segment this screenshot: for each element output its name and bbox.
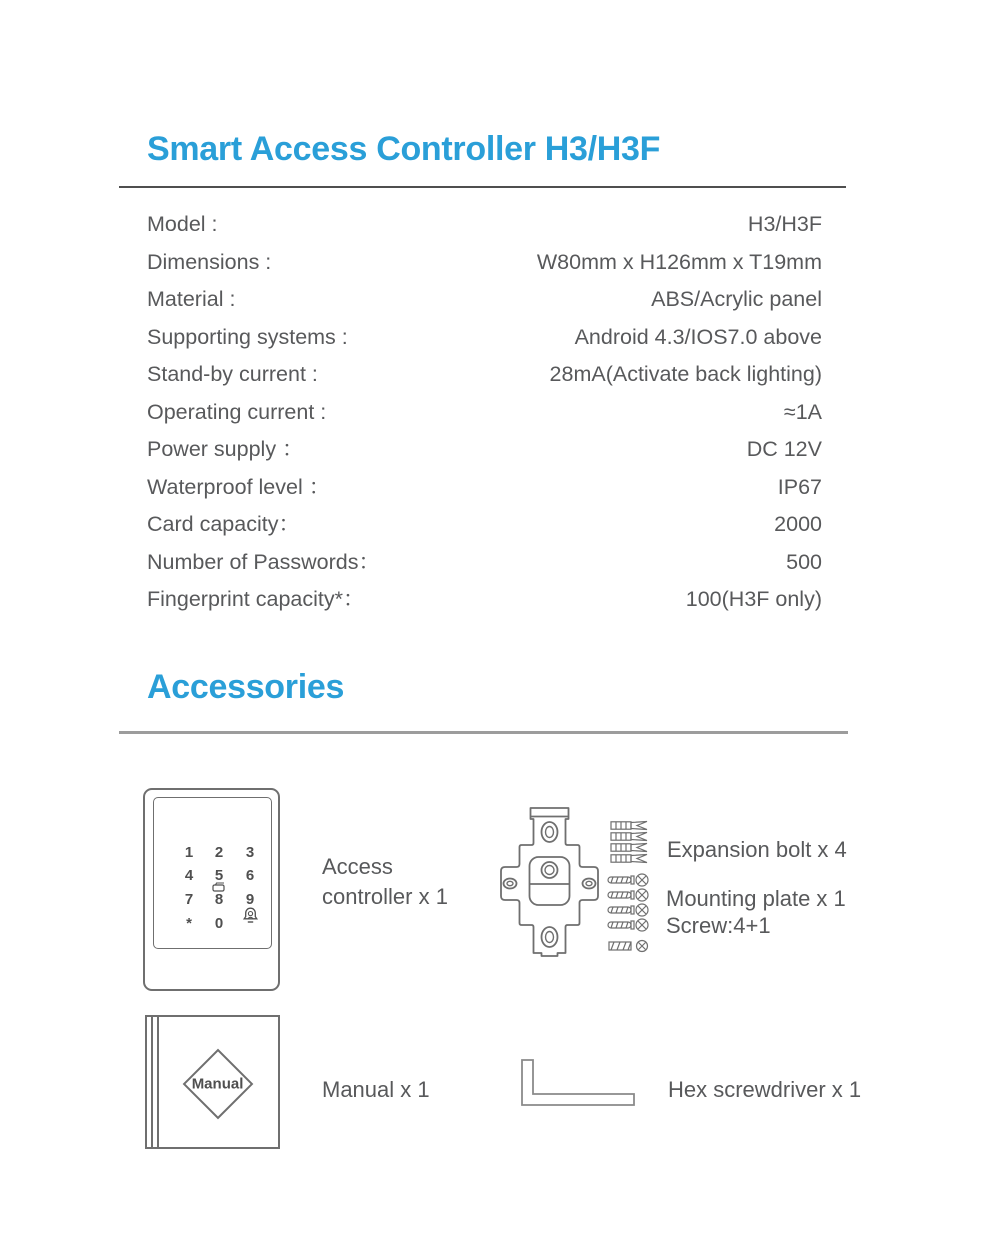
key-3: 3 <box>245 844 255 861</box>
spec-row-standby-current <box>147 356 822 394</box>
key-9: 9 <box>245 891 255 908</box>
spec-table <box>147 206 822 619</box>
spec-value: ABS/Acrylic panel <box>651 287 822 311</box>
keypad-panel <box>153 797 272 949</box>
spec-label: Number of Passwords： <box>147 549 380 574</box>
key-1: 1 <box>184 844 194 861</box>
key-4: 4 <box>184 867 194 884</box>
spec-label: Power supply ： <box>147 437 304 461</box>
spec-value: H3/H3F <box>747 212 822 236</box>
expansion-bolt-label: Expansion bolt x 4 <box>667 837 847 862</box>
spec-row-card-capacity <box>147 506 822 544</box>
hex-screwdriver-label: Hex screwdriver x 1 <box>668 1077 862 1102</box>
spec-label: Operating current : <box>147 399 327 424</box>
spec-value: 2000 <box>774 512 822 536</box>
mounting-plate-label: Mounting plate x 1 <box>666 886 846 911</box>
spec-row-model <box>147 206 822 244</box>
title-divider <box>119 186 846 188</box>
spec-value: 100(H3F only) <box>685 587 822 611</box>
key-7: 7 <box>184 891 194 908</box>
key-5: 5 <box>214 867 224 884</box>
manual-spine-line <box>151 1017 153 1147</box>
spec-row-dimensions <box>147 244 822 282</box>
spec-label: Stand-by current : <box>147 362 318 386</box>
spec-row-waterproof-level <box>147 469 822 507</box>
access-controller-label-line1: Access <box>322 854 393 879</box>
screw-drawing <box>606 870 652 965</box>
spec-value: 500 <box>786 549 822 574</box>
card-icon <box>212 879 226 897</box>
manual-cover-text: Manual <box>192 1075 244 1093</box>
page-title: Smart Access Controller H3/H3F <box>147 130 661 168</box>
key-star: * <box>186 915 192 932</box>
spec-value: W80mm x H126mm x T19mm <box>536 249 822 274</box>
spec-value: IP67 <box>777 474 822 499</box>
expansion-bolt-drawing <box>610 820 650 875</box>
spec-label: Supporting systems : <box>147 324 348 349</box>
spec-label: Waterproof level ： <box>147 474 331 499</box>
manual-book-drawing <box>145 1015 280 1149</box>
key-6: 6 <box>245 867 255 884</box>
key-2: 2 <box>214 844 224 861</box>
access-controller-label-line2: controller x 1 <box>322 884 448 909</box>
access-controller-figure <box>143 788 280 991</box>
spec-value: 28mA(Activate back lighting) <box>549 362 822 386</box>
spec-row-material <box>147 281 822 319</box>
spec-row-operating-current <box>147 394 822 432</box>
spec-row-power-supply <box>147 431 822 469</box>
spec-label: Dimensions : <box>147 249 272 274</box>
manual-label: Manual x 1 <box>322 1077 430 1102</box>
key-0: 0 <box>214 915 224 932</box>
spec-row-passwords <box>147 544 822 582</box>
spec-row-fingerprint-capacity <box>147 581 822 619</box>
screw-count-label: Screw:4+1 <box>666 913 771 938</box>
spec-row-supporting-systems <box>147 319 822 357</box>
spec-value: Android 4.3/IOS7.0 above <box>574 324 822 349</box>
hex-key-drawing <box>520 1058 636 1113</box>
spec-label: Fingerprint capacity*： <box>147 587 365 611</box>
manual-spine-line <box>157 1017 159 1147</box>
doorbell-icon <box>242 906 259 930</box>
accessories-heading: Accessories <box>147 668 345 706</box>
spec-value: ≈1A <box>783 399 822 424</box>
spec-label: Material : <box>147 287 236 311</box>
spec-label: Card capacity： <box>147 512 300 536</box>
access-controller-label <box>322 852 448 912</box>
spec-label: Model : <box>147 212 218 236</box>
manual-cover-diamond <box>183 1049 254 1120</box>
mounting-plate-drawing <box>497 804 605 965</box>
spec-value: DC 12V <box>746 437 822 461</box>
accessories-divider <box>119 731 848 734</box>
key-8: 8 <box>214 891 224 908</box>
